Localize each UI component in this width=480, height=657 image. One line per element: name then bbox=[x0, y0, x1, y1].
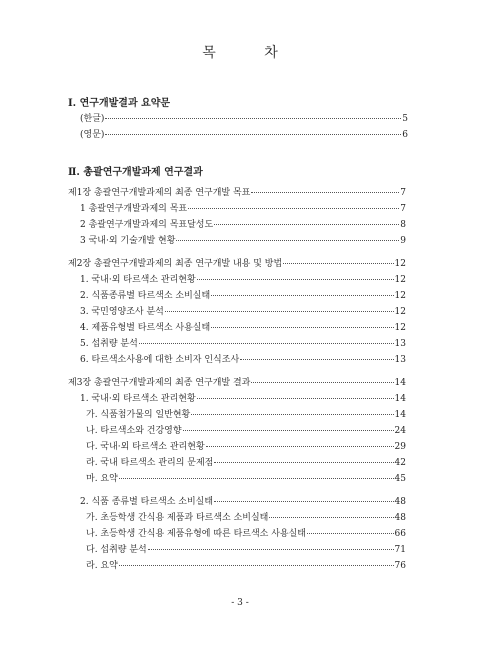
toc-entry[interactable] bbox=[80, 274, 406, 286]
toc-entry-label: (영문) bbox=[80, 130, 105, 140]
toc-entry-label: 가. 초등학생 간식용 제품과 타르색소 소비실태 bbox=[86, 513, 269, 523]
toc-entry-page: 14 bbox=[394, 410, 406, 420]
toc-entry[interactable] bbox=[86, 560, 406, 572]
toc-entry-page: 42 bbox=[394, 458, 406, 468]
dot-leader bbox=[214, 501, 393, 502]
toc-entry[interactable] bbox=[80, 338, 406, 350]
toc-entry[interactable] bbox=[86, 544, 406, 556]
dot-leader bbox=[283, 263, 393, 264]
toc-entry[interactable] bbox=[80, 306, 406, 318]
page-number: - 3 - bbox=[231, 598, 249, 608]
page-title: 목 차 bbox=[202, 45, 300, 61]
toc-entry-label: 다. 국내·외 타르색소 관리현황 bbox=[86, 442, 205, 452]
dot-leader bbox=[251, 382, 393, 383]
toc-entry[interactable] bbox=[80, 290, 406, 302]
toc-entry-page: 9 bbox=[400, 236, 406, 246]
toc-entry[interactable] bbox=[86, 457, 406, 469]
dot-leader bbox=[240, 359, 393, 360]
toc-entry[interactable] bbox=[80, 393, 406, 405]
dot-leader bbox=[183, 430, 394, 431]
dot-leader bbox=[197, 398, 394, 399]
toc-entry-page: 13 bbox=[394, 355, 406, 365]
toc-entry-label: 2. 식품종류별 타르색소 소비실태 bbox=[80, 291, 211, 301]
section-heading-2: Ⅱ. 총괄연구개발과제 연구결과 bbox=[68, 167, 203, 178]
dot-leader bbox=[211, 295, 393, 296]
toc-entry-page: 48 bbox=[394, 497, 406, 507]
toc-entry-label: 나. 타르색소와 건강영향 bbox=[86, 426, 182, 436]
toc-entry[interactable] bbox=[86, 441, 406, 453]
toc-entry-label: 제3장 총괄연구개발과제의 최종 연구개발 결과 bbox=[68, 378, 251, 388]
toc-entry-page: 12 bbox=[394, 259, 406, 269]
dot-leader bbox=[214, 462, 393, 463]
toc-entry-label: 3 국내·외 기술개발 현황 bbox=[80, 236, 176, 246]
dot-leader bbox=[105, 118, 401, 119]
toc-entry[interactable] bbox=[80, 354, 406, 366]
dot-leader bbox=[119, 478, 394, 479]
toc-entry-page: 8 bbox=[400, 220, 406, 230]
toc-entry-page: 6 bbox=[402, 130, 408, 140]
dot-leader bbox=[269, 517, 393, 518]
dot-leader bbox=[211, 327, 393, 328]
toc-entry-label: 제2장 총괄연구개발과제의 최종 연구개발 내용 및 방법 bbox=[68, 259, 283, 269]
dot-leader bbox=[148, 549, 394, 550]
dot-leader bbox=[105, 134, 401, 135]
toc-entry-label: 2. 식품 종류별 타르색소 소비실태 bbox=[80, 497, 214, 507]
toc-entry[interactable] bbox=[80, 203, 406, 215]
toc-entry[interactable] bbox=[68, 187, 406, 199]
toc-entry[interactable] bbox=[80, 219, 406, 231]
toc-entry-page: 14 bbox=[394, 394, 406, 404]
toc-entry-page: 24 bbox=[394, 426, 406, 436]
toc-entry[interactable] bbox=[86, 512, 406, 524]
toc-entry-page: 76 bbox=[394, 561, 406, 571]
toc-entry[interactable] bbox=[80, 235, 406, 247]
toc-entry[interactable] bbox=[80, 496, 406, 508]
dot-leader bbox=[251, 192, 399, 193]
dot-leader bbox=[176, 240, 399, 241]
toc-entry-label: 라. 요약 bbox=[86, 561, 118, 571]
toc-entry[interactable] bbox=[80, 113, 408, 125]
toc-entry[interactable] bbox=[80, 129, 408, 141]
toc-entry[interactable] bbox=[68, 258, 406, 270]
toc-entry[interactable] bbox=[86, 528, 406, 540]
toc-entry-label: (한글) bbox=[80, 114, 105, 124]
toc-entry-page: 14 bbox=[394, 378, 406, 388]
dot-leader bbox=[165, 311, 394, 312]
toc-entry-page: 71 bbox=[394, 545, 406, 555]
toc-entry-label: 마. 요약 bbox=[86, 474, 118, 484]
dot-leader bbox=[307, 533, 394, 534]
toc-entry-label: 5. 섭취량 분석 bbox=[80, 339, 138, 349]
dot-leader bbox=[191, 414, 393, 415]
dot-leader bbox=[206, 446, 394, 447]
toc-entry-label: 나. 초등학생 간식용 제품유형에 따른 타르색소 사용실태 bbox=[86, 529, 306, 539]
toc-entry-page: 12 bbox=[394, 291, 406, 301]
toc-entry-page: 12 bbox=[394, 307, 406, 317]
toc-entry-label: 라. 국내 타르색소 관리의 문제점 bbox=[86, 458, 214, 468]
toc-entry-page: 48 bbox=[394, 513, 406, 523]
toc-entry-page: 45 bbox=[394, 474, 406, 484]
toc-entry-label: 4. 제품유형별 타르색소 사용실태 bbox=[80, 323, 211, 333]
toc-entry[interactable] bbox=[86, 473, 406, 485]
toc-entry[interactable] bbox=[80, 322, 406, 334]
toc-entry-page: 66 bbox=[394, 529, 406, 539]
toc-entry[interactable] bbox=[68, 377, 406, 389]
toc-entry-page: 12 bbox=[394, 275, 406, 285]
dot-leader bbox=[119, 565, 394, 566]
toc-entry-label: 6. 타르색소사용에 대한 소비자 인식조사 bbox=[80, 355, 240, 365]
toc-entry-page: 7 bbox=[400, 188, 406, 198]
toc-entry-label: 가. 식품첨가물의 일반현황 bbox=[86, 410, 191, 420]
toc-entry-page: 5 bbox=[402, 114, 408, 124]
toc-entry-label: 2 총괄연구개발과제의 목표달성도 bbox=[80, 220, 214, 230]
toc-entry-label: 제1장 총괄연구개발과제의 최종 연구개발 목표 bbox=[68, 188, 251, 198]
toc-entry-page: 13 bbox=[394, 339, 406, 349]
toc-entry[interactable] bbox=[86, 409, 406, 421]
dot-leader bbox=[139, 343, 394, 344]
toc-entry-page: 7 bbox=[400, 204, 406, 214]
section-heading-1: Ⅰ. 연구개발결과 요약문 bbox=[68, 98, 171, 109]
toc-entry-page: 12 bbox=[394, 323, 406, 333]
toc-entry-label: 1 총괄연구개발과제의 목표 bbox=[80, 204, 188, 214]
toc-entry-label: 3. 국민영양조사 분석 bbox=[80, 307, 164, 317]
dot-leader bbox=[214, 224, 399, 225]
dot-leader bbox=[197, 279, 394, 280]
toc-entry-label: 1. 국내·외 타르색소 관리현황 bbox=[80, 275, 196, 285]
dot-leader bbox=[188, 208, 399, 209]
toc-entry-label: 다. 섭취량 분석 bbox=[86, 545, 147, 555]
toc-entry-label: 1. 국내·외 타르색소 관리현황 bbox=[80, 394, 196, 404]
toc-entry-page: 29 bbox=[394, 442, 406, 452]
toc-entry[interactable] bbox=[86, 425, 406, 437]
